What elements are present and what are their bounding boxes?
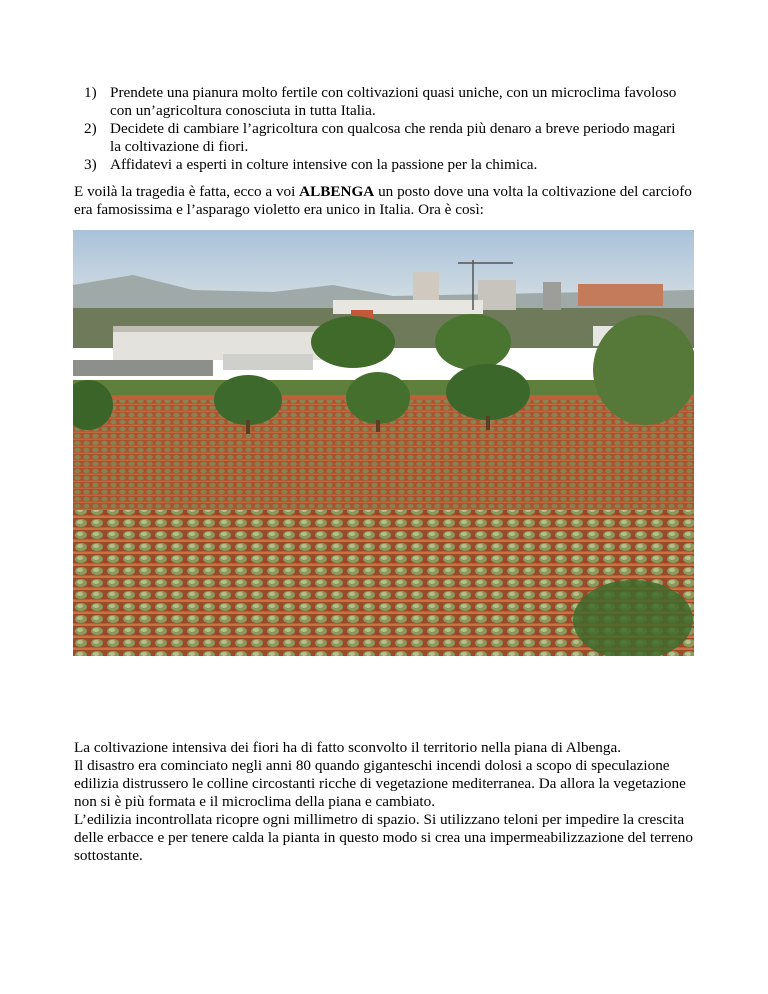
closing-line: La coltivazione intensiva dei fiori ha di fatto sconvolto il territorio nella piana di Albenga. bbox=[74, 739, 622, 756]
field-photo bbox=[73, 230, 694, 656]
list-item-text: Decidete di cambiare l’agricoltura con qualcosa che renda più denaro a breve periodo magari la coltivazione di fiori. bbox=[110, 120, 676, 155]
list-number: 3) bbox=[84, 156, 97, 173]
list-number: 2) bbox=[84, 120, 97, 137]
closing-line: L’edilizia incontrollata ricopre ogni millimetro di spazio. Si utilizzano teloni per impedire la crescita delle erbacce e per tenere calda la pianta in questo modo si crea una impermeabilizzazione del terreno sottostante. bbox=[74, 811, 693, 864]
closing-paragraph bbox=[74, 739, 700, 865]
intro-text-after: un posto dove una volta la coltivazione del carciofo era famosissima e l’asparago violetto era unico in Italia. Ora è così: bbox=[74, 183, 692, 218]
town-name: ALBENGA bbox=[299, 183, 375, 200]
intro-paragraph bbox=[74, 183, 694, 219]
list-item-text: Affidatevi a esperti in colture intensive con la passione per la chimica. bbox=[110, 156, 538, 173]
numbered-list bbox=[84, 84, 690, 174]
list-item-text: Prendete una pianura molto fertile con coltivazioni quasi uniche, con un microclima favoloso con un’agricoltura conosciuta in tutta Italia. bbox=[110, 84, 677, 119]
intro-text-before: E voilà la tragedia è fatta, ecco a voi bbox=[74, 183, 300, 200]
list-number: 1) bbox=[84, 84, 97, 101]
list-item bbox=[84, 84, 690, 120]
list-item bbox=[84, 156, 690, 174]
closing-line: Il disastro era cominciato negli anni 80 quando giganteschi incendi dolosi a scopo di speculazione edilizia distrussero le colline circostanti ricche di vegetazione mediterranea. Da allora la vegetazione non si è più formata e il microclima della piana e cambiato. bbox=[74, 757, 686, 810]
list-item bbox=[84, 120, 690, 156]
